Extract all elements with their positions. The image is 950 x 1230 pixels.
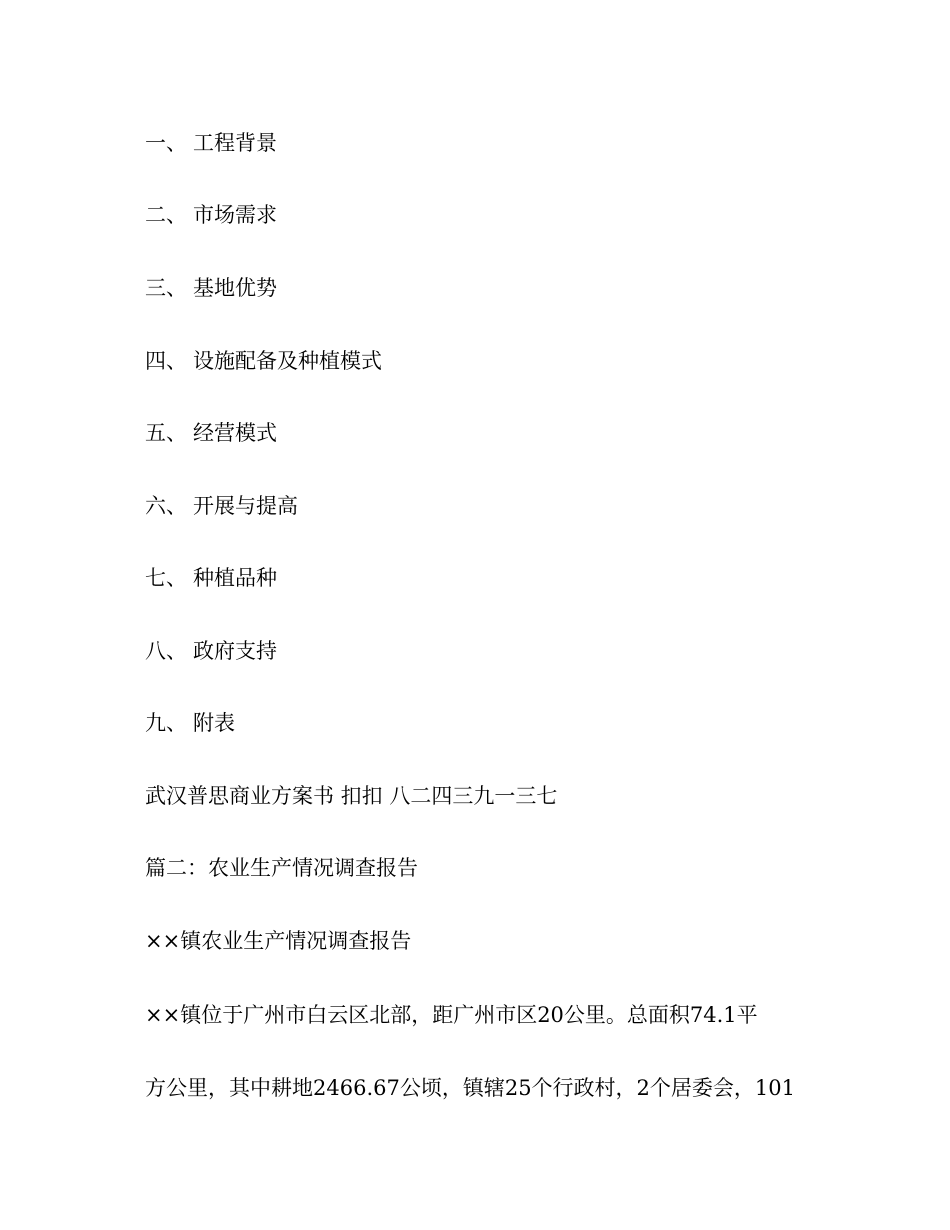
toc-item-number: 一、 — [145, 131, 187, 155]
toc-item — [145, 563, 277, 593]
toc-item-number: 二、 — [145, 203, 187, 227]
toc-item-number: 三、 — [145, 276, 187, 300]
toc-item — [145, 491, 298, 521]
report-title: ××镇农业生产情况调查报告 — [145, 929, 412, 953]
toc-item-label: 开展与提高 — [193, 494, 298, 518]
toc-item — [145, 346, 382, 376]
toc-item-label: 市场需求 — [193, 203, 277, 227]
toc-item-label: 基地优势 — [193, 276, 277, 300]
contact-line: 武汉普思商业方案书 扣扣 八二四三九一三七 — [145, 784, 558, 808]
toc-item-number: 四、 — [145, 349, 187, 373]
toc-item — [145, 636, 277, 666]
paragraph-line: ××镇位于广州市白云区北部，距广州市区20公里。总面积74.1平 — [145, 1003, 758, 1027]
paragraph-line: 方公里，其中耕地2466.67公顷，镇辖25个行政村，2个居委会，101 — [145, 1076, 796, 1100]
toc-item-label: 政府支持 — [193, 639, 277, 663]
toc-item — [145, 708, 235, 738]
toc-item-number: 六、 — [145, 494, 187, 518]
toc-item-number: 七、 — [145, 566, 187, 590]
toc-item — [145, 128, 277, 158]
toc-item-number: 五、 — [145, 421, 187, 445]
toc-item-label: 经营模式 — [193, 421, 277, 445]
toc-item-label: 附表 — [193, 711, 235, 735]
toc-item — [145, 273, 277, 303]
toc-item-label: 工程背景 — [193, 131, 277, 155]
toc-item-number: 九、 — [145, 711, 187, 735]
toc-item-label: 设施配备及种植模式 — [193, 349, 382, 373]
section-heading: 篇二：农业生产情况调查报告 — [145, 856, 418, 880]
toc-item — [145, 200, 277, 230]
toc-item-label: 种植品种 — [193, 566, 277, 590]
toc-item — [145, 418, 277, 448]
toc-item-number: 八、 — [145, 639, 187, 663]
